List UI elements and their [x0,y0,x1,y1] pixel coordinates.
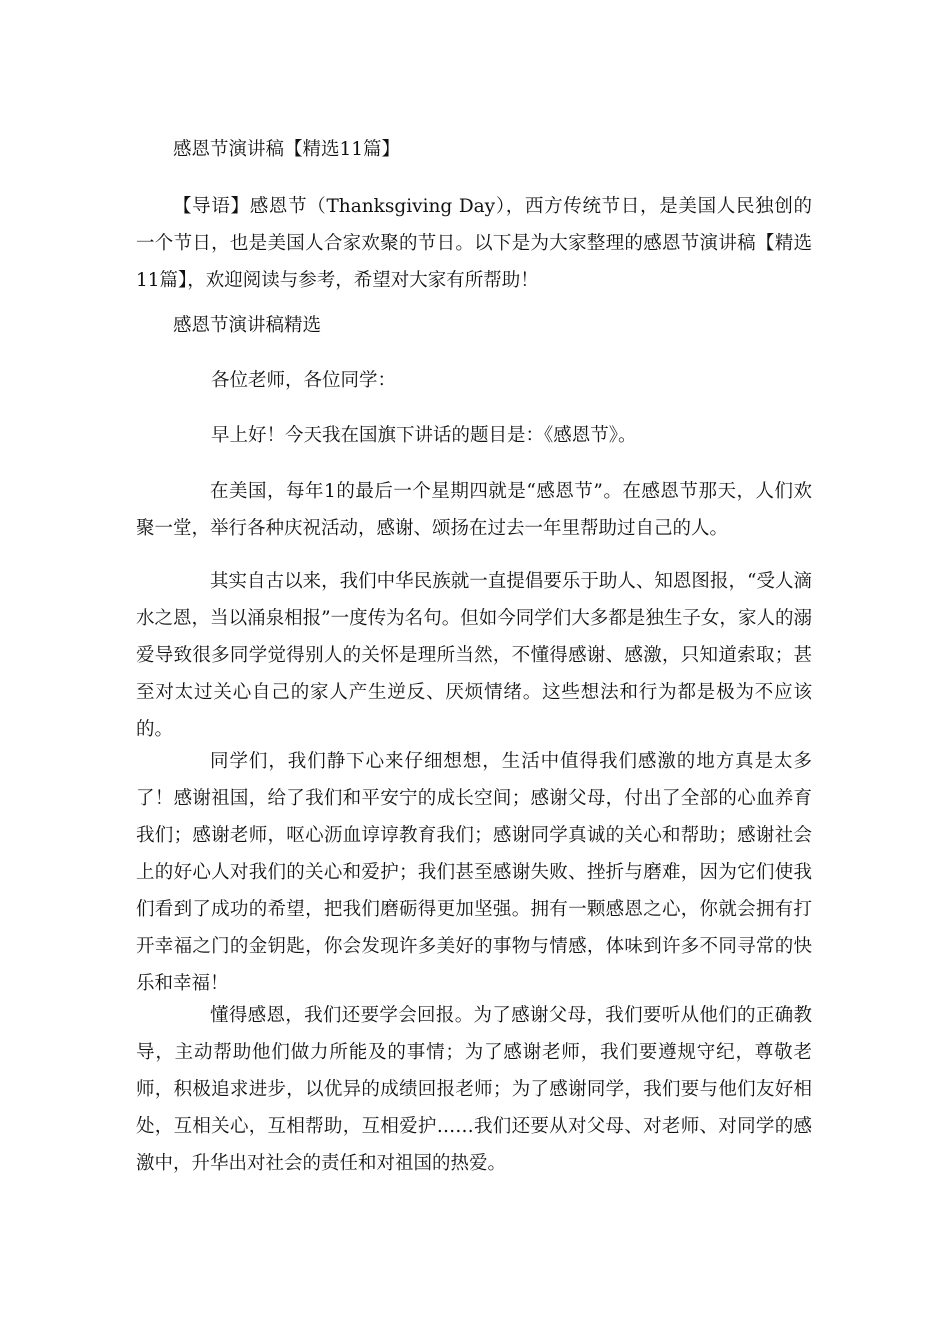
salutation: 各位老师，各位同学： [211,370,397,391]
body-paragraph-4: 懂得感恩，我们还要学会回报。为了感谢父母，我们要听从他们的正确教导，主动帮助他们做力所能及的事情；为了感谢老师，我们要遵规守纪，尊敬老师，积极追求进步，以优异的成绩回报老师；为了感谢同学，我们要与他们友好相处，互相关心，互相帮助，互相爱护……我们还要从对父母、对老师、对同学的感激中，升华出对社会的责任和对祖国的热爱。 [136,1005,812,1174]
body-paragraph-1: 在美国，每年1的最后一个星期四就是“感恩节”。在感恩节那天，人们欢聚一堂，举行各种庆祝活动，感谢、颂扬在过去一年里帮助过自己的人。 [136,481,812,539]
intro-paragraph: 【导语】感恩节（Thanksgiving Day），西方传统节日，是美国人民独创的一个节日，也是美国人合家欢聚的节日。以下是为大家整理的感恩节演讲稿【精选11篇】，欢迎阅读与参考，希望对大家有所帮助！ [136,196,812,291]
document-title: 感恩节演讲稿【精选11篇】 [173,139,401,160]
greeting: 早上好！今天我在国旗下讲话的题目是：《感恩节》。 [211,425,637,446]
body-paragraph-3: 同学们，我们静下心来仔细想想，生活中值得我们感激的地方真是太多了！感谢祖国，给了我们和平安宁的成长空间；感谢父母，付出了全部的心血养育我们；感谢老师，呕心沥血谆谆教育我们；感谢同学真诚的关心和帮助；感谢社会上的好心人对我们的关心和爱护；我们甚至感谢失败、挫折与磨难，因为它们使我们看到了成功的希望，把我们磨砺得更加坚强。拥有一颗感恩之心，你就会拥有打开幸福之门的金钥匙，你会发现许多美好的事物与情感，体味到许多不同寻常的快乐和幸福！ [136,751,812,994]
body-paragraph-2: 其实自古以来，我们中华民族就一直提倡要乐于助人、知恩图报，“受人滴水之恩，当以涌泉相报”一度传为名句。但如今同学们大多都是独生子女，家人的溺爱导致很多同学觉得别人的关怀是理所当然，不懂得感谢、感激，只知道索取；甚至对太过关心自己的家人产生逆反、厌烦情绪。这些想法和行为都是极为不应该的。 [136,571,812,740]
section-heading: 感恩节演讲稿精选 [173,315,322,336]
